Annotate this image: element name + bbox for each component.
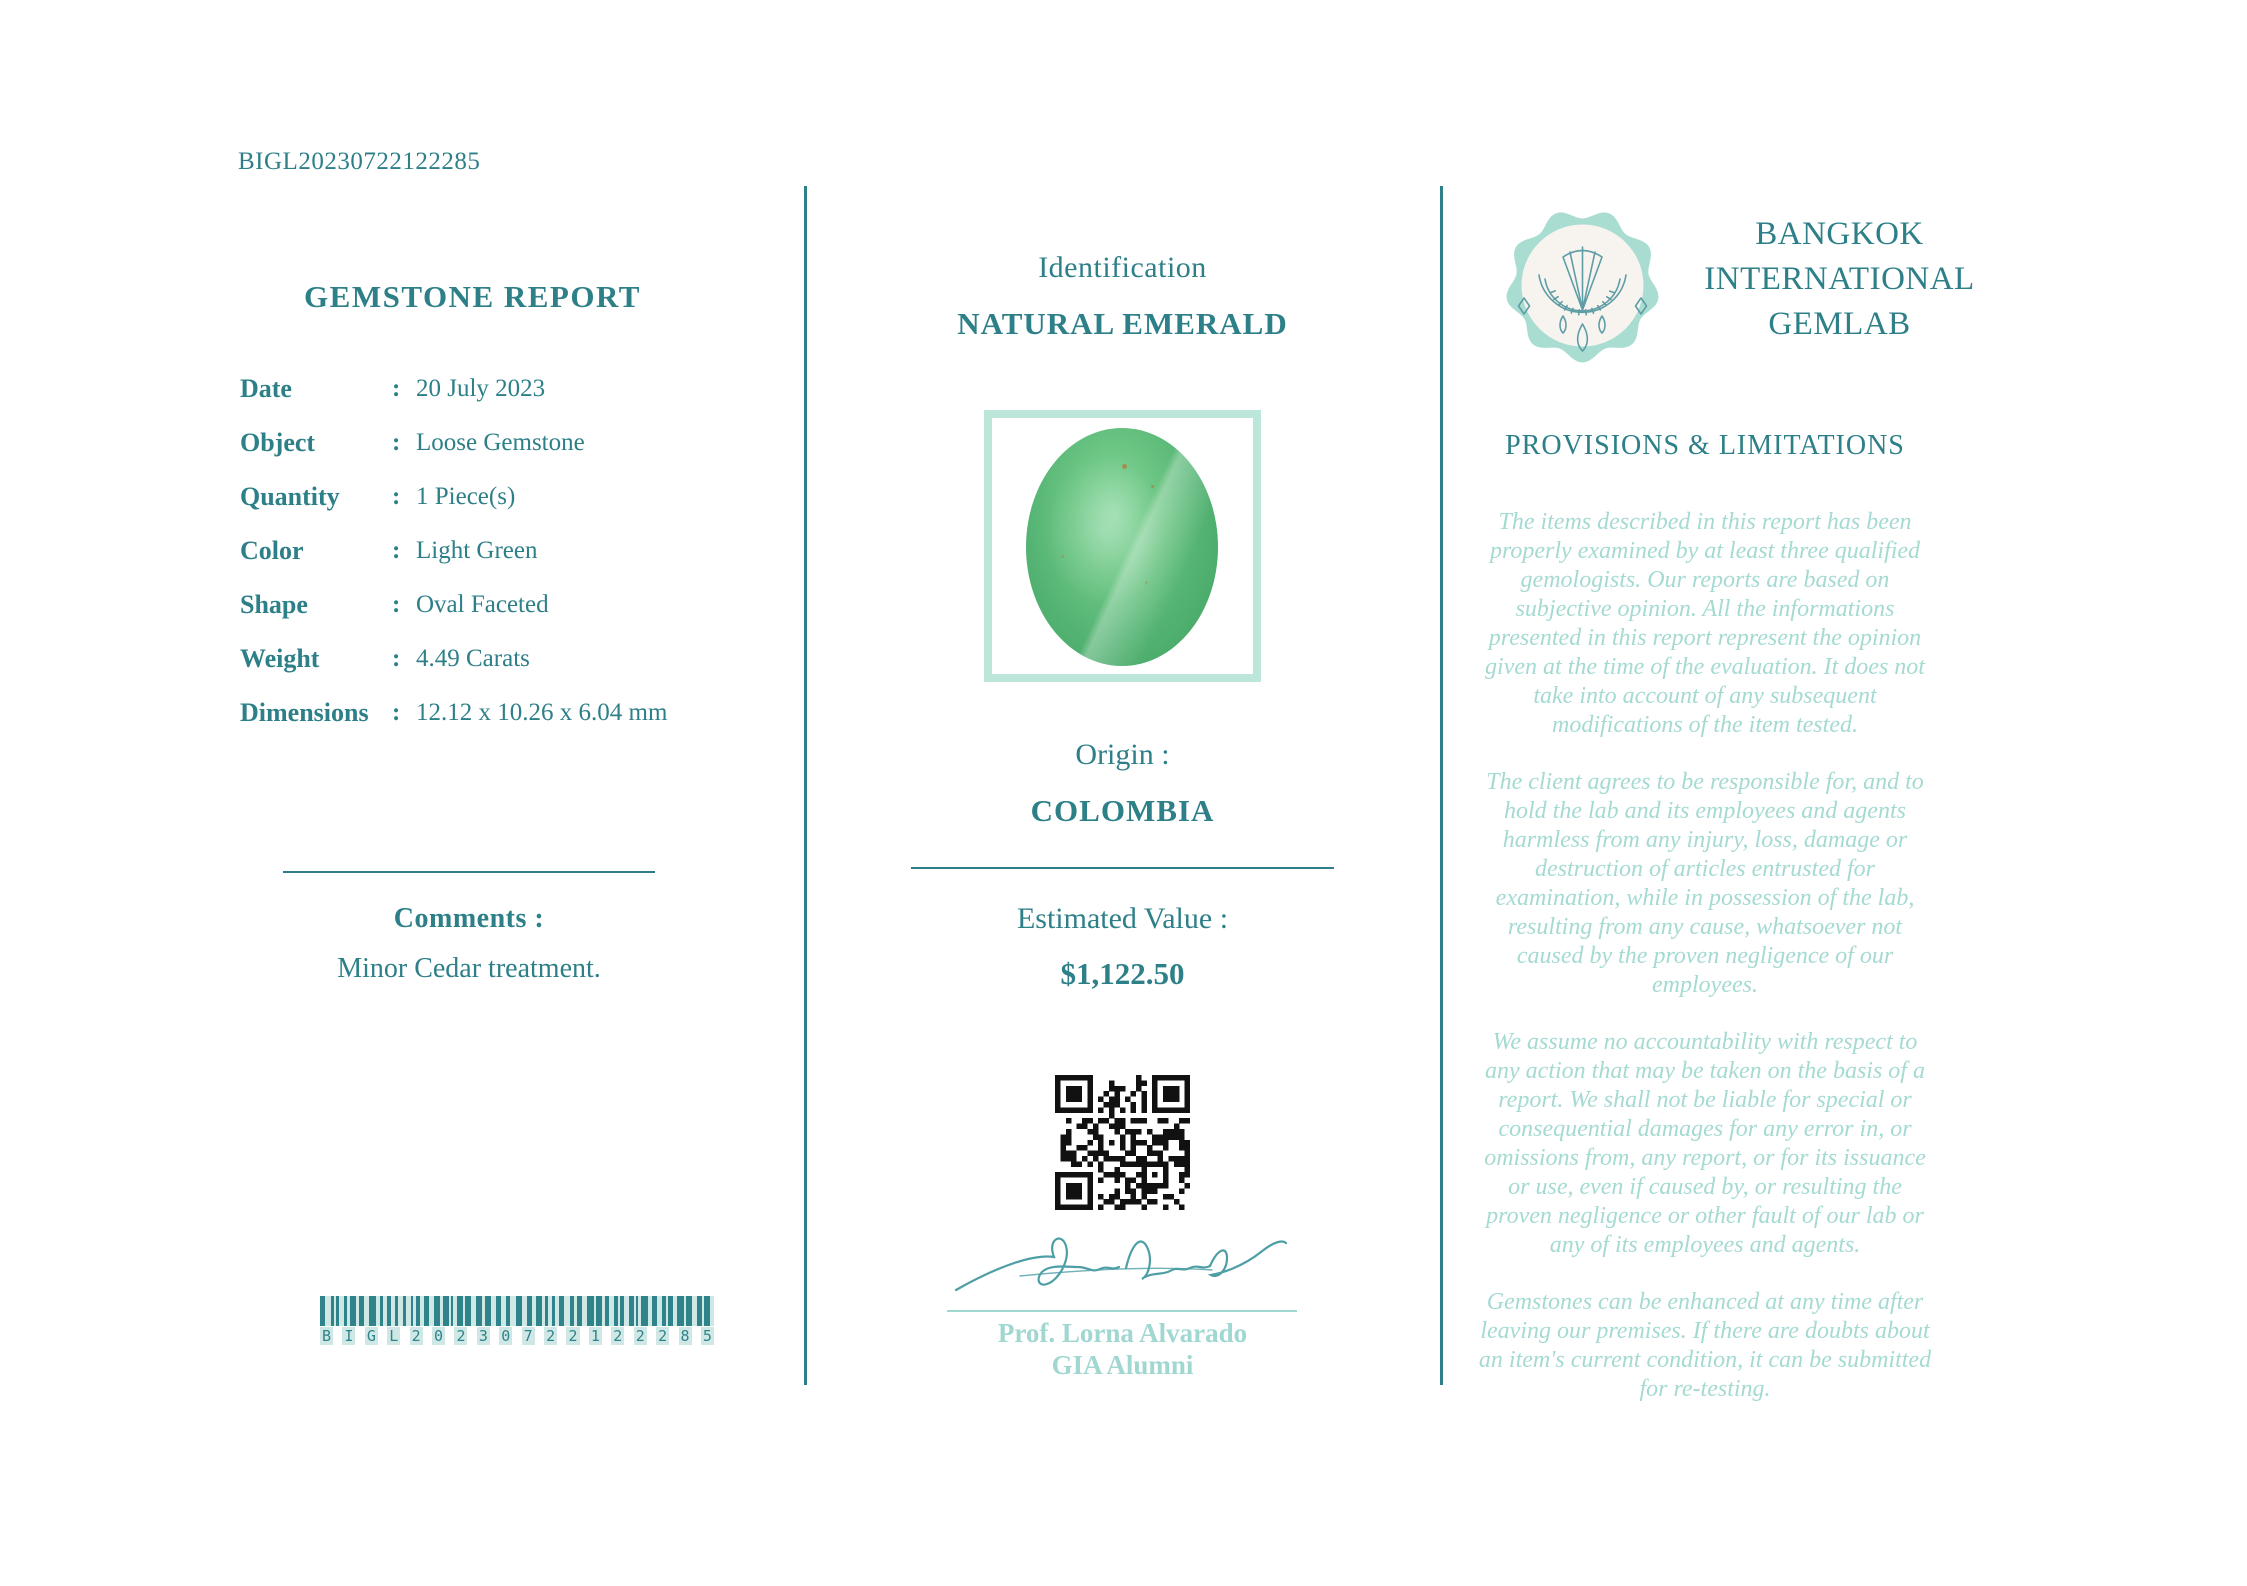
field-separator: : bbox=[392, 429, 401, 456]
comments-text: Minor Cedar treatment. bbox=[337, 953, 601, 984]
field-label: Quantity bbox=[240, 482, 340, 511]
signatory-title: GIA Alumni bbox=[1051, 1350, 1194, 1380]
provisions-paragraph: The items described in this report has been properly examined by at least three qualified gemologists. Our reports are based on subjective opinion. All the informations presented in this report represent the opinion given at the time of the evaluation. It does not take into account of any subsequent modifications of the item tested. bbox=[1485, 509, 1925, 738]
gemstone-photo bbox=[1026, 428, 1218, 666]
value-divider bbox=[911, 867, 1334, 869]
lab-name: BANGKOK INTERNATIONAL GEMLAB bbox=[1704, 216, 1975, 342]
gem-crescent-seal-icon bbox=[1500, 203, 1665, 368]
field-row-color bbox=[240, 524, 705, 578]
gem-inclusion-spots bbox=[1122, 464, 1127, 469]
barcode bbox=[320, 1296, 714, 1345]
field-value: 1 Piece(s) bbox=[416, 483, 516, 510]
field-value: Loose Gemstone bbox=[416, 429, 585, 456]
signatory-name: Prof. Lorna Alvarado bbox=[997, 1318, 1248, 1348]
field-row-quantity bbox=[240, 470, 705, 524]
report-number: BIGL20230722122285 bbox=[238, 148, 481, 175]
field-row-shape bbox=[240, 578, 705, 632]
field-label: Color bbox=[240, 536, 304, 565]
field-value: 12.12 x 10.26 x 6.04 mm bbox=[416, 699, 668, 726]
column-divider-left bbox=[804, 186, 807, 1385]
qr-code-icon bbox=[1055, 1075, 1190, 1210]
field-separator: : bbox=[392, 537, 401, 564]
field-value: 4.49 Carats bbox=[416, 645, 530, 672]
origin-value: COLOMBIA bbox=[1030, 793, 1215, 828]
field-row-date bbox=[240, 362, 705, 416]
field-separator: : bbox=[392, 699, 401, 726]
provisions-paragraph: The client agrees to be responsible for, and to hold the lab and its employees and agents harmless from any injury, loss, damage or destruction of articles entrusted for examination, while in possession of the lab, resulting from any cause, whatsoever not caused by the proven negligence of our employees. bbox=[1486, 769, 1924, 998]
gemstone-attributes-table bbox=[240, 362, 705, 740]
provisions-paragraphs bbox=[1475, 508, 1935, 1432]
field-row-dimensions bbox=[240, 686, 705, 740]
report-title: GEMSTONE REPORT bbox=[304, 278, 641, 314]
field-separator: : bbox=[392, 645, 401, 672]
field-value: Oval Faceted bbox=[416, 591, 549, 618]
signature-underline bbox=[947, 1310, 1297, 1312]
field-row-weight bbox=[240, 632, 705, 686]
origin-heading: Origin : bbox=[1075, 738, 1170, 771]
identification-value: NATURAL EMERALD bbox=[957, 306, 1288, 341]
gemstone-photo-frame bbox=[984, 410, 1261, 682]
field-label: Dimensions bbox=[240, 698, 369, 727]
field-label: Object bbox=[240, 428, 316, 457]
estimated-value-heading: Estimated Value : bbox=[1016, 902, 1229, 935]
field-row-object bbox=[240, 416, 705, 470]
provisions-paragraph: We assume no accountability with respect to any action that may be taken on the basis of a report. We shall not be liable for special or consequential damages for any error in, or omissions from, any report, or for its issuance or use, even if caused by, or resulting the proven negligence or other fault of our lab or any of its employees and agents. bbox=[1484, 1029, 1926, 1258]
field-separator: : bbox=[392, 483, 401, 510]
field-value: 20 July 2023 bbox=[416, 375, 546, 402]
estimated-value-amount: $1,122.50 bbox=[1060, 956, 1185, 991]
comments-divider bbox=[283, 871, 655, 873]
field-label: Weight bbox=[240, 644, 320, 673]
field-label: Date bbox=[240, 374, 292, 403]
barcode-bars bbox=[320, 1296, 714, 1326]
barcode-label: B I G L 2 0 2 3 0 7 2 2 1 2 2 2 8 5 bbox=[322, 1327, 712, 1345]
provisions-heading: PROVISIONS & LIMITATIONS bbox=[1505, 430, 1905, 461]
field-value: Light Green bbox=[416, 537, 538, 564]
field-separator: : bbox=[392, 591, 401, 618]
field-label: Shape bbox=[240, 590, 308, 619]
comments-heading: Comments : bbox=[393, 903, 545, 934]
signature-icon bbox=[950, 1226, 1295, 1314]
identification-heading: Identification bbox=[1038, 251, 1207, 284]
column-divider-right bbox=[1440, 186, 1443, 1385]
provisions-paragraph: Gemstones can be enhanced at any time after leaving our premises. If there are doubts about an item's current condition, it can be submitted for re-testing. bbox=[1478, 1289, 1932, 1402]
field-separator: : bbox=[392, 375, 401, 402]
